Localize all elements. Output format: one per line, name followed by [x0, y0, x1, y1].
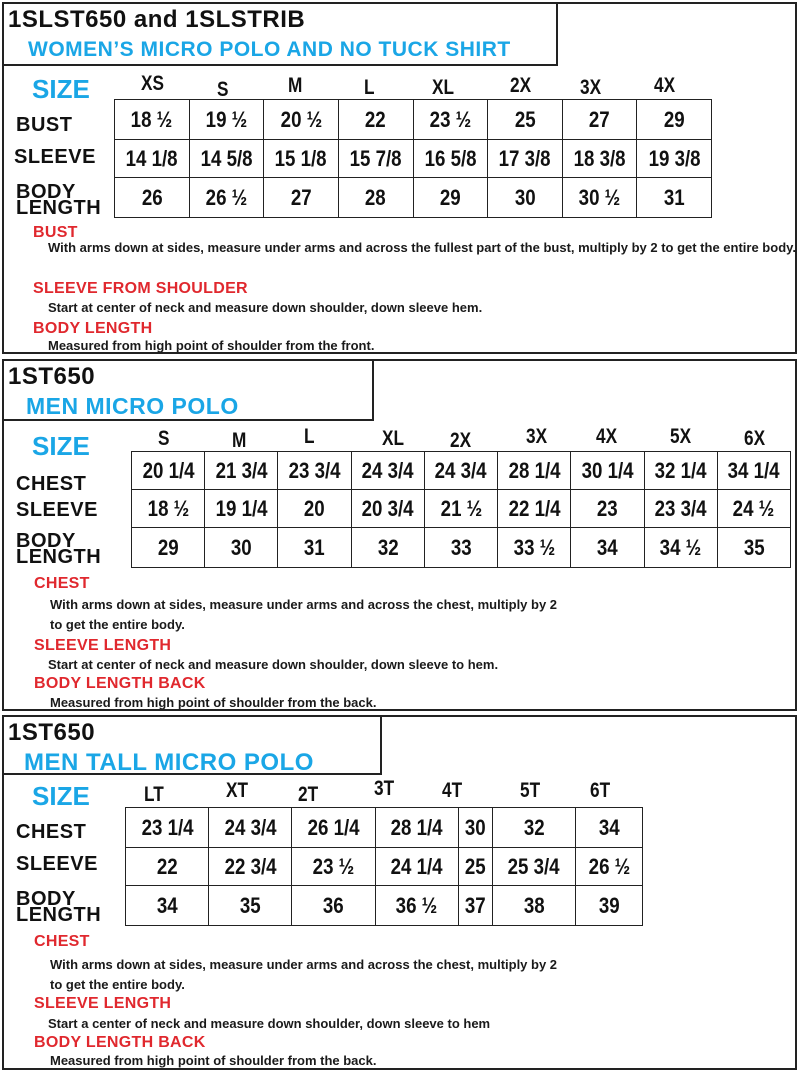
table-cell: 20 3/4	[351, 490, 424, 528]
table-row	[126, 886, 643, 926]
note-text-sleeve: Start at center of neck and measure down shoulder, down sleeve to hem.	[48, 657, 499, 672]
table-cell: 15 7/8	[338, 140, 413, 178]
table-cell: 24 3/4	[209, 808, 292, 848]
size-header-xt: XT	[226, 779, 249, 802]
table-cell: 28	[338, 178, 413, 218]
note-heading-bust: BUST	[33, 224, 78, 241]
table-row	[126, 848, 643, 886]
mens-tall-size-table	[125, 807, 643, 926]
size-header-6t: 6T	[590, 779, 611, 802]
table-row	[115, 100, 712, 140]
table-cell: 32	[351, 528, 424, 568]
table-cell: 37	[458, 886, 492, 926]
section-title-box	[2, 715, 382, 775]
product-name: MEN MICRO POLO	[26, 393, 239, 419]
product-name: MEN TALL MICRO POLO	[24, 749, 314, 776]
section-title-box	[2, 2, 558, 66]
table-cell: 24 3/4	[424, 452, 497, 490]
note-heading-chest: CHEST	[34, 575, 90, 592]
note-text-chest-cont: to get the entire body.	[50, 617, 185, 632]
table-cell: 23 3/4	[644, 490, 717, 528]
size-header-6x: 6X	[744, 427, 766, 450]
table-cell: 29	[637, 100, 712, 140]
table-cell: 38	[492, 886, 575, 926]
note-text-bust: With arms down at sides, measure under arms and across the fullest part of the bust, multiply by 2 to get the entire body.	[48, 240, 797, 255]
table-cell: 39	[576, 886, 643, 926]
table-cell: 25	[488, 100, 563, 140]
row-label-sleeve: SLEEVE	[16, 853, 98, 875]
table-cell: 34	[571, 528, 644, 568]
table-cell: 18 ½	[132, 490, 205, 528]
table-cell: 30	[488, 178, 563, 218]
row-label-body-length	[16, 530, 102, 568]
size-label: SIZE	[32, 431, 90, 461]
table-cell: 22	[338, 100, 413, 140]
table-cell: 21 3/4	[205, 452, 278, 490]
table-cell: 28 1/4	[375, 808, 458, 848]
table-row	[132, 490, 791, 528]
table-row	[132, 528, 791, 568]
table-cell: 22 3/4	[209, 848, 292, 886]
note-text-body-length: Measured from high point of shoulder from the front.	[48, 338, 375, 353]
table-cell: 27	[562, 100, 637, 140]
size-header-3x: 3X	[580, 76, 602, 99]
note-text-chest-cont: to get the entire body.	[50, 977, 185, 992]
womens-size-table	[114, 99, 712, 218]
size-header-3t: 3T	[374, 777, 395, 800]
table-cell: 34 1/4	[717, 452, 790, 490]
table-row	[126, 808, 643, 848]
table-cell: 24 1/4	[375, 848, 458, 886]
style-code: 1ST650	[8, 363, 96, 390]
size-header-xs: XS	[141, 72, 164, 95]
table-cell: 35	[717, 528, 790, 568]
mens-size-table	[131, 451, 791, 568]
row-label-line: LENGTH	[16, 546, 102, 568]
row-label-chest: CHEST	[16, 821, 87, 843]
table-cell: 27	[264, 178, 339, 218]
table-cell: 26	[115, 178, 190, 218]
row-label-line: LENGTH	[16, 197, 102, 219]
note-heading-sleeve: SLEEVE LENGTH	[34, 637, 172, 654]
table-cell: 32	[492, 808, 575, 848]
row-label-body-length	[16, 181, 102, 219]
table-row	[132, 452, 791, 490]
table-cell: 31	[637, 178, 712, 218]
table-cell: 30	[458, 808, 492, 848]
table-cell: 30 1/4	[571, 452, 644, 490]
table-cell: 29	[132, 528, 205, 568]
note-text-chest: With arms down at sides, measure under arms and across the chest, multiply by 2	[50, 957, 558, 972]
table-cell: 24 3/4	[351, 452, 424, 490]
table-cell: 14 1/8	[115, 140, 190, 178]
table-cell: 29	[413, 178, 488, 218]
size-header-xl: XL	[382, 427, 405, 450]
table-row	[115, 178, 712, 218]
table-cell: 17 3/8	[488, 140, 563, 178]
table-cell: 22	[126, 848, 209, 886]
size-header-l: L	[304, 425, 315, 448]
table-cell: 25	[458, 848, 492, 886]
table-cell: 21 ½	[424, 490, 497, 528]
note-heading-body-length: BODY LENGTH BACK	[34, 675, 206, 692]
row-label-line: BODY	[16, 181, 76, 203]
table-cell: 35	[209, 886, 292, 926]
mens-tall-size-section	[2, 715, 797, 1070]
table-cell: 20 ½	[264, 100, 339, 140]
size-header-s: S	[158, 427, 170, 450]
note-heading-sleeve: SLEEVE FROM SHOULDER	[33, 280, 248, 297]
note-heading-body-length: BODY LENGTH BACK	[34, 1034, 206, 1051]
size-header-m: M	[288, 74, 303, 97]
size-header-m: M	[232, 429, 247, 452]
table-cell: 34	[126, 886, 209, 926]
table-cell: 19 1/4	[205, 490, 278, 528]
table-cell: 23	[571, 490, 644, 528]
table-cell: 23 1/4	[126, 808, 209, 848]
table-cell: 36 ½	[375, 886, 458, 926]
table-cell: 23 ½	[413, 100, 488, 140]
table-cell: 23 3/4	[278, 452, 351, 490]
note-text-body-length: Measured from high point of shoulder from the back.	[50, 1053, 377, 1068]
table-cell: 32 1/4	[644, 452, 717, 490]
table-cell: 19 3/8	[637, 140, 712, 178]
size-header-s: S	[217, 78, 229, 101]
table-cell: 26 1/4	[292, 808, 375, 848]
table-cell: 18 ½	[115, 100, 190, 140]
table-cell: 34	[576, 808, 643, 848]
table-cell: 30	[205, 528, 278, 568]
note-text-chest: With arms down at sides, measure under arms and across the chest, multiply by 2	[50, 597, 558, 612]
note-text-sleeve: Start a center of neck and measure down shoulder, down sleeve to hem	[48, 1016, 491, 1031]
table-cell: 36	[292, 886, 375, 926]
size-header-2x: 2X	[450, 429, 472, 452]
note-heading-chest: CHEST	[34, 933, 90, 950]
table-cell: 28 1/4	[498, 452, 571, 490]
row-label-sleeve: SLEEVE	[14, 146, 96, 168]
table-cell: 15 1/8	[264, 140, 339, 178]
row-label-line: LENGTH	[16, 904, 102, 926]
style-code: 1SLST650 and 1SLSTRIB	[8, 6, 306, 33]
table-cell: 34 ½	[644, 528, 717, 568]
table-cell: 31	[278, 528, 351, 568]
size-header-4x: 4X	[654, 74, 676, 97]
size-header-2x: 2X	[510, 74, 532, 97]
table-cell: 18 3/8	[562, 140, 637, 178]
table-cell: 26 ½	[576, 848, 643, 886]
size-header-5t: 5T	[520, 779, 541, 802]
note-heading-body-length: BODY LENGTH	[33, 320, 153, 337]
table-cell: 20	[278, 490, 351, 528]
table-cell: 20 1/4	[132, 452, 205, 490]
size-label: SIZE	[32, 781, 90, 811]
table-cell: 25 3/4	[492, 848, 575, 886]
table-cell: 19 ½	[189, 100, 264, 140]
row-label-bust: BUST	[16, 114, 73, 136]
section-title-box	[2, 359, 374, 421]
size-header-2t: 2T	[298, 783, 319, 806]
womens-size-section	[2, 2, 797, 354]
size-header-4x: 4X	[596, 425, 618, 448]
size-header-lt: LT	[144, 783, 164, 806]
table-cell: 30 ½	[562, 178, 637, 218]
note-heading-sleeve: SLEEVE LENGTH	[34, 995, 172, 1012]
note-text-sleeve: Start at center of neck and measure down shoulder, down sleeve hem.	[48, 300, 483, 315]
table-cell: 24 ½	[717, 490, 790, 528]
style-code: 1ST650	[8, 719, 96, 746]
row-label-body-length	[16, 888, 102, 926]
size-header-xl: XL	[432, 76, 455, 99]
product-name: WOMEN’S MICRO POLO AND NO TUCK SHIRT	[28, 38, 511, 61]
table-cell: 14 5/8	[189, 140, 264, 178]
table-cell: 22 1/4	[498, 490, 571, 528]
row-label-line: BODY	[16, 888, 76, 910]
size-header-3x: 3X	[526, 425, 548, 448]
table-cell: 16 5/8	[413, 140, 488, 178]
table-row	[115, 140, 712, 178]
table-cell: 23 ½	[292, 848, 375, 886]
size-header-4t: 4T	[442, 779, 463, 802]
size-header-5x: 5X	[670, 425, 692, 448]
size-label: SIZE	[32, 74, 90, 104]
row-label-sleeve: SLEEVE	[16, 499, 98, 521]
mens-size-section	[2, 359, 797, 711]
table-cell: 33	[424, 528, 497, 568]
table-cell: 26 ½	[189, 178, 264, 218]
row-label-line: BODY	[16, 530, 76, 552]
row-label-chest: CHEST	[16, 473, 87, 495]
size-header-l: L	[364, 76, 375, 99]
table-cell: 33 ½	[498, 528, 571, 568]
note-text-body-length: Measured from high point of shoulder from the back.	[50, 695, 377, 710]
